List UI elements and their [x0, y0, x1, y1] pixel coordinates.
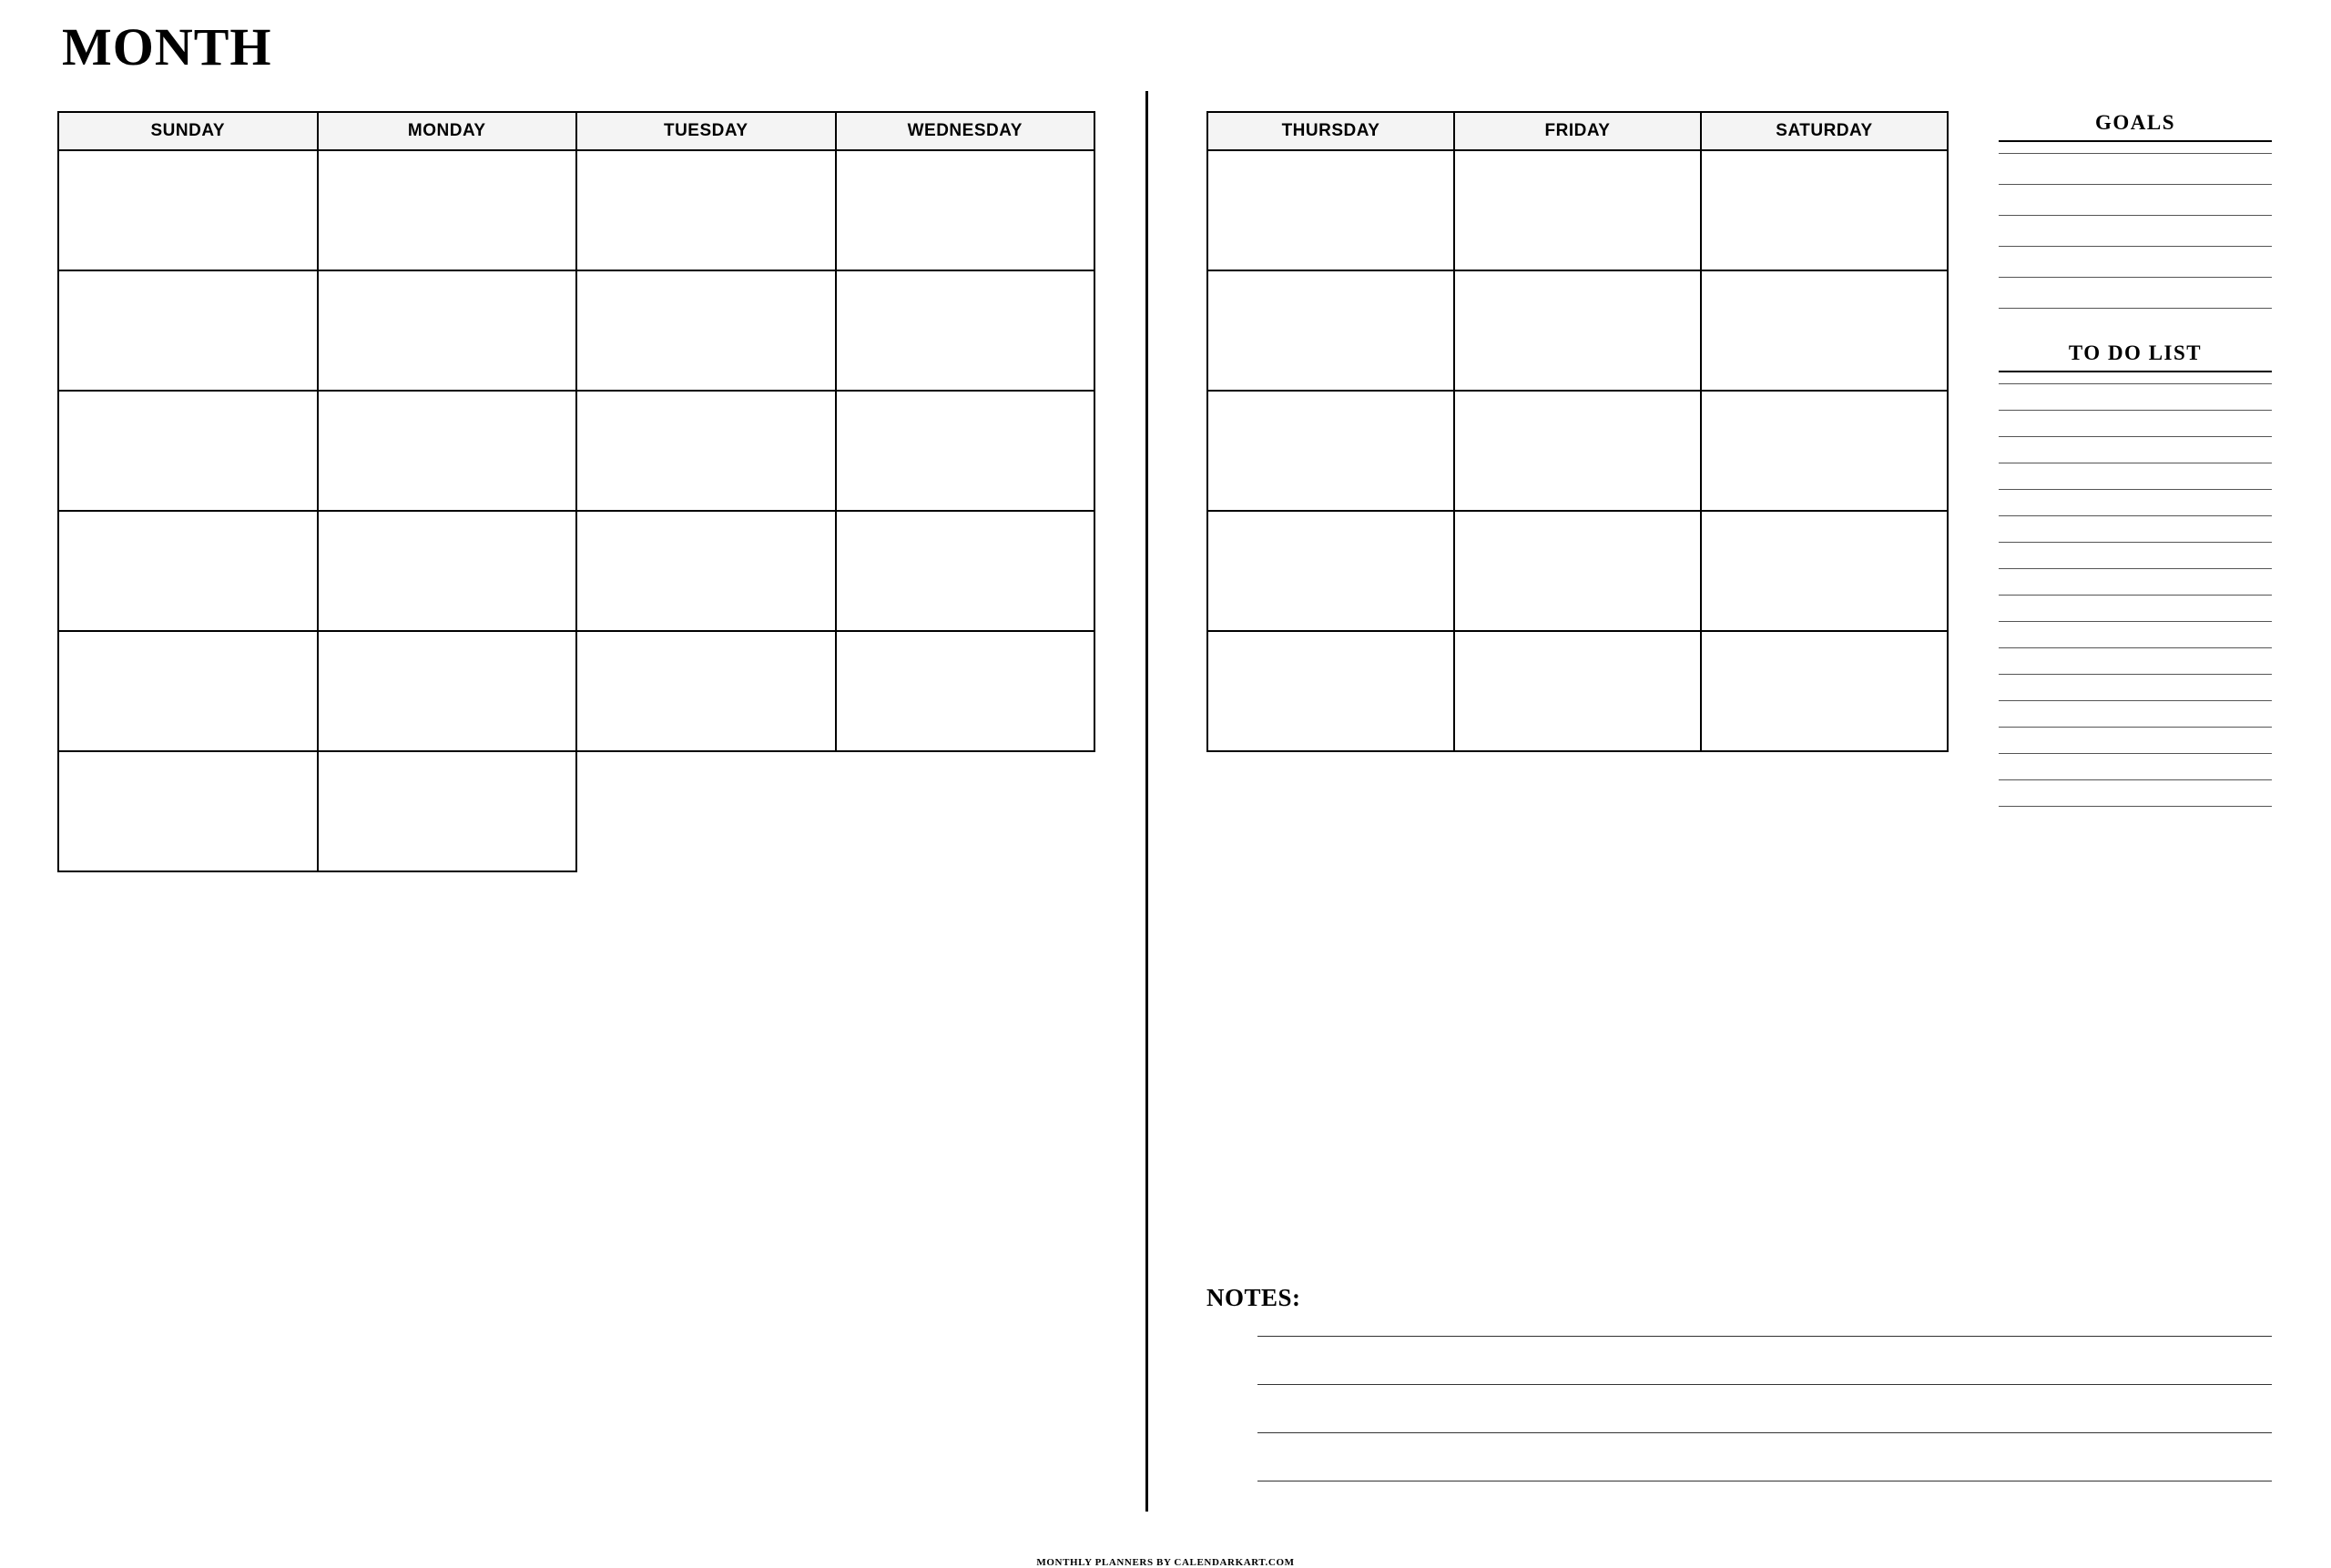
day-header-monday: MONDAY	[318, 112, 577, 150]
calendar-cell-blank	[576, 751, 836, 871]
calendar-row	[1207, 511, 1948, 631]
calendar-row	[1207, 391, 1948, 511]
todo-write-line[interactable]	[1999, 568, 2272, 569]
calendar-cell[interactable]	[318, 150, 577, 270]
calendar-row	[58, 631, 1094, 751]
calendar-cell[interactable]	[576, 391, 836, 511]
calendar-cell[interactable]	[1701, 511, 1948, 631]
calendar-cell[interactable]	[1207, 150, 1454, 270]
calendar-cell[interactable]	[836, 631, 1095, 751]
calendar-row	[1207, 631, 1948, 751]
notes-label: NOTES:	[1206, 1284, 1301, 1311]
todo-heading: TO DO LIST	[2068, 341, 2203, 364]
goals-write-line[interactable]	[1999, 246, 2272, 247]
calendar-right-header-row	[1207, 112, 1948, 150]
calendar-cell[interactable]	[58, 150, 318, 270]
calendar-cell[interactable]	[1701, 270, 1948, 391]
calendar-cell[interactable]	[318, 631, 577, 751]
calendar-cell[interactable]	[576, 511, 836, 631]
goals-write-line[interactable]	[1999, 215, 2272, 216]
vertical-divider	[1145, 91, 1148, 1512]
todo-write-line[interactable]	[1999, 753, 2272, 754]
calendar-cell[interactable]	[318, 391, 577, 511]
notes-lines	[1257, 1336, 2272, 1481]
calendar-row	[58, 391, 1094, 511]
notes-write-line[interactable]	[1257, 1432, 2272, 1433]
day-header-wednesday: WEDNESDAY	[836, 112, 1095, 150]
calendar-cell[interactable]	[1207, 631, 1454, 751]
todo-write-line[interactable]	[1999, 674, 2272, 675]
day-header-sunday: SUNDAY	[58, 112, 318, 150]
goals-write-line[interactable]	[1999, 153, 2272, 154]
calendar-cell[interactable]	[576, 150, 836, 270]
todo-heading-rule	[1999, 371, 2272, 372]
calendar-right-table	[1206, 111, 1949, 752]
day-header-friday: FRIDAY	[1454, 112, 1701, 150]
calendar-cell[interactable]	[318, 270, 577, 391]
calendar-cell[interactable]	[1207, 270, 1454, 391]
calendar-cell[interactable]	[1454, 150, 1701, 270]
calendar-cell[interactable]	[1207, 511, 1454, 631]
calendar-cell[interactable]	[1454, 511, 1701, 631]
calendar-left-table	[57, 111, 1095, 872]
calendar-cell[interactable]	[58, 511, 318, 631]
calendar-cell[interactable]	[1454, 391, 1701, 511]
day-header-saturday: SATURDAY	[1701, 112, 1948, 150]
goals-write-line[interactable]	[1999, 184, 2272, 185]
todo-write-line[interactable]	[1999, 489, 2272, 490]
calendar-cell[interactable]	[1454, 270, 1701, 391]
calendar-row	[1207, 270, 1948, 391]
goals-section	[1999, 111, 2272, 309]
todo-write-line[interactable]	[1999, 806, 2272, 807]
page-title: MONTH	[62, 17, 272, 76]
calendar-right-grid	[1206, 111, 1949, 752]
calendar-left-header-row	[58, 112, 1094, 150]
side-panel	[1999, 111, 2272, 832]
day-header-thursday: THURSDAY	[1207, 112, 1454, 150]
day-header-tuesday: TUESDAY	[576, 112, 836, 150]
calendar-cell[interactable]	[836, 511, 1095, 631]
calendar-cell[interactable]	[58, 391, 318, 511]
todo-write-line[interactable]	[1999, 436, 2272, 437]
goals-heading-rule	[1999, 140, 2272, 142]
todo-write-line[interactable]	[1999, 700, 2272, 701]
todo-write-line[interactable]	[1999, 779, 2272, 780]
todo-write-line[interactable]	[1999, 383, 2272, 384]
todo-section	[1999, 341, 2272, 807]
calendar-cell[interactable]	[58, 270, 318, 391]
calendar-row	[58, 150, 1094, 270]
calendar-cell[interactable]	[1454, 631, 1701, 751]
calendar-cell[interactable]	[836, 150, 1095, 270]
todo-write-line[interactable]	[1999, 542, 2272, 543]
calendar-cell[interactable]	[318, 511, 577, 631]
goals-write-line[interactable]	[1999, 277, 2272, 278]
calendar-cell[interactable]	[1701, 391, 1948, 511]
calendar-row	[1207, 150, 1948, 270]
goals-heading: GOALS	[2094, 111, 2176, 134]
calendar-cell[interactable]	[58, 751, 318, 871]
calendar-left-grid	[57, 111, 1095, 872]
calendar-row	[58, 270, 1094, 391]
calendar-cell[interactable]	[318, 751, 577, 871]
todo-write-line[interactable]	[1999, 515, 2272, 516]
calendar-cell[interactable]	[58, 631, 318, 751]
footer-credit: MONTHLY PLANNERS BY CALENDARKART.COM	[1036, 1557, 1295, 1568]
todo-write-line[interactable]	[1999, 410, 2272, 411]
notes-section	[1206, 1284, 2272, 1529]
notes-write-line[interactable]	[1257, 1384, 2272, 1385]
calendar-cell[interactable]	[836, 391, 1095, 511]
calendar-cell[interactable]	[576, 270, 836, 391]
calendar-cell[interactable]	[1701, 150, 1948, 270]
calendar-cell[interactable]	[576, 631, 836, 751]
todo-write-line[interactable]	[1999, 621, 2272, 622]
calendar-row	[58, 511, 1094, 631]
todo-write-line[interactable]	[1999, 595, 2272, 596]
calendar-cell-blank	[836, 751, 1095, 871]
todo-write-line[interactable]	[1999, 727, 2272, 728]
calendar-cell[interactable]	[1701, 631, 1948, 751]
calendar-cell[interactable]	[836, 270, 1095, 391]
calendar-cell[interactable]	[1207, 391, 1454, 511]
calendar-row	[58, 751, 1094, 871]
goals-write-line[interactable]	[1999, 308, 2272, 309]
notes-write-line[interactable]	[1257, 1336, 2272, 1337]
todo-write-line[interactable]	[1999, 647, 2272, 648]
